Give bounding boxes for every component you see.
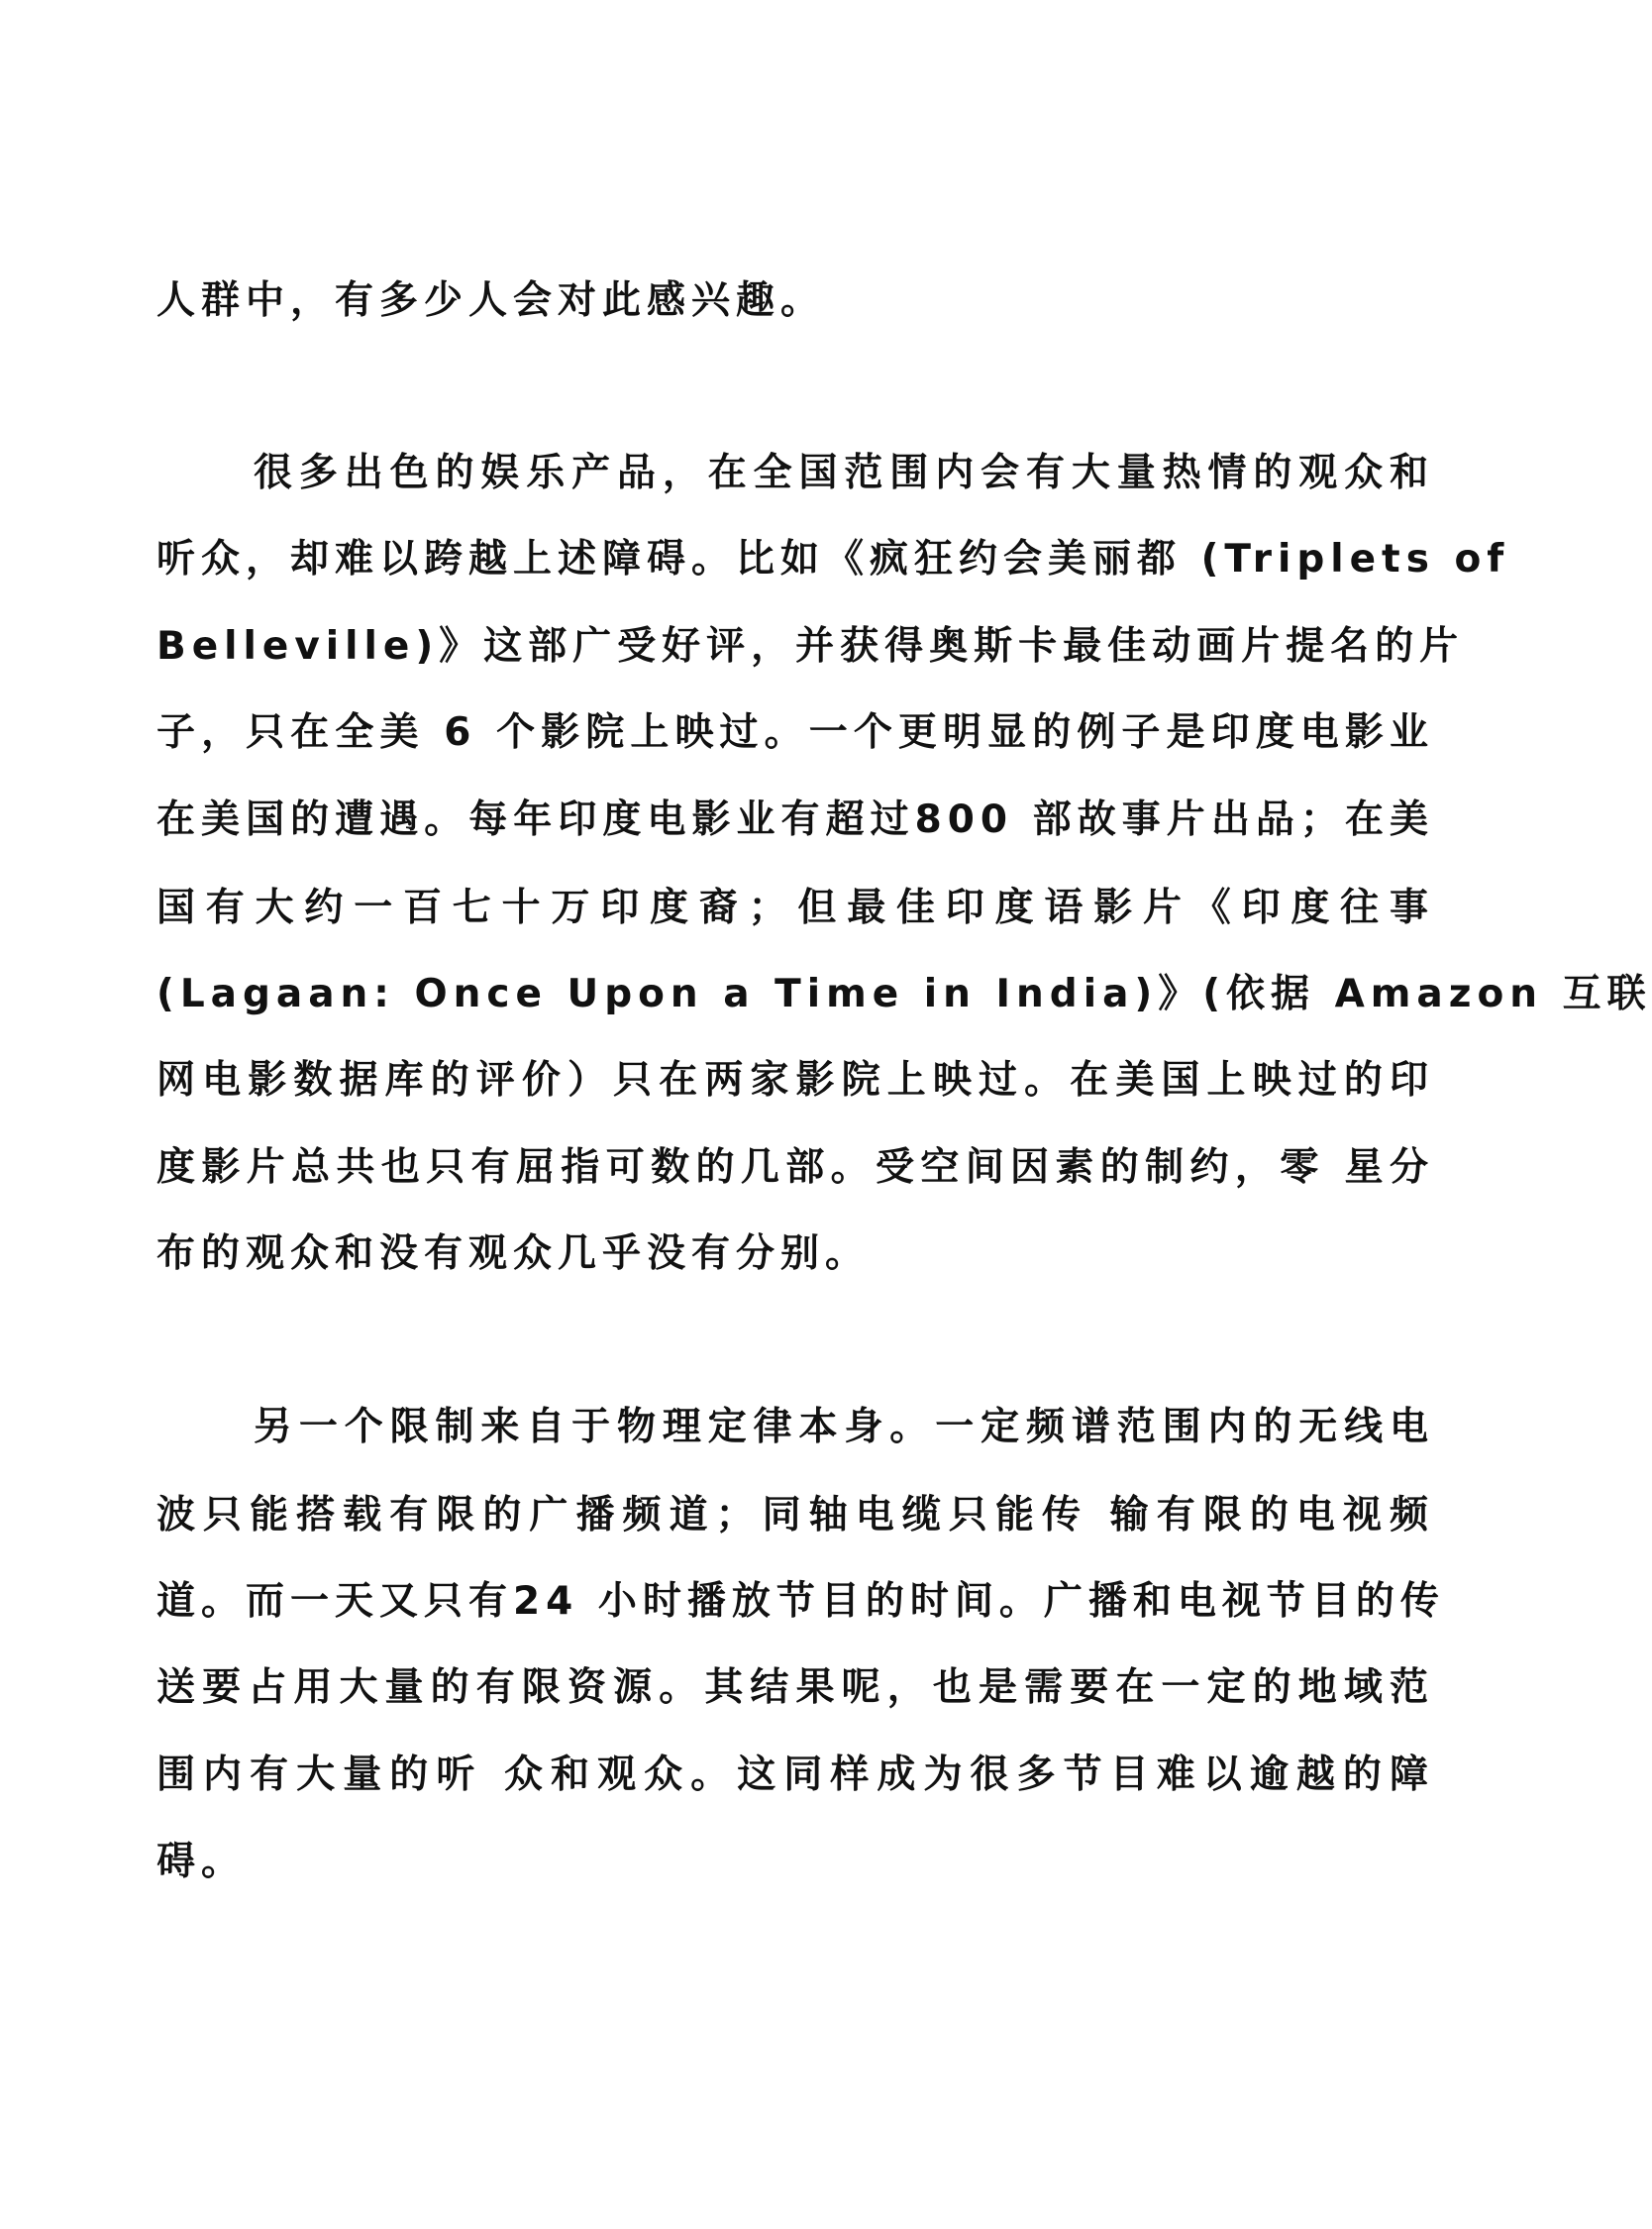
paragraph-2-line-8: 网电影数据库的评价）只在两家影院上映过。在美国上映过的印: [156, 1058, 1434, 1103]
paragraph-2-line-3: Belleville)》这部广受好评，并获得奥斯卡最佳动画片提名的片: [156, 624, 1465, 669]
paragraph-1-line-1: 人群中，有多少人会对此感兴趣。: [156, 278, 826, 323]
paragraph-3-line-5: 围内有大量的听 众和观众。这同样成为很多节目难以逾越的障: [156, 1752, 1434, 1797]
paragraph-3-line-3: 道。而一天又只有24 小时播放节目的时间。广播和电视节目的传: [156, 1579, 1445, 1624]
paragraph-3-line-1: 另一个限制来自于物理定律本身。一定频谱范围内的无线电: [254, 1405, 1434, 1449]
paragraph-2-line-2: 听众，却难以跨越上述障碍。比如《疯狂约会美丽都 (Triplets of: [156, 537, 1510, 582]
paragraph-3-line-6: 碍。: [156, 1840, 247, 1884]
paragraph-2-line-4: 子，只在全美 6 个影院上映过。一个更明显的例子是印度电影业: [156, 710, 1434, 755]
paragraph-3-line-2: 波只能搭载有限的广播频道；同轴电缆只能传 输有限的电视频: [156, 1493, 1434, 1538]
paragraph-2-line-1: 很多出色的娱乐产品，在全国范围内会有大量热情的观众和: [254, 451, 1434, 495]
paragraph-3-line-4: 送要占用大量的有限资源。其结果呢，也是需要在一定的地域范: [156, 1665, 1434, 1710]
paragraph-2-line-6: 国有大约一百七十万印度裔；但最佳印度语影片《印度往事: [156, 886, 1434, 930]
paragraph-2-line-9: 度影片总共也只有屈指可数的几部。受空间因素的制约，零 星分: [156, 1145, 1434, 1190]
paragraph-2-line-10: 布的观众和没有观众几乎没有分别。: [156, 1231, 871, 1276]
paragraph-2-line-5: 在美国的遭遇。每年印度电影业有超过800 部故事片出品；在美: [156, 797, 1434, 842]
paragraph-2-line-7: (Lagaan: Once Upon a Time in India)》(依据 Amazon 互联: [156, 972, 1652, 1016]
